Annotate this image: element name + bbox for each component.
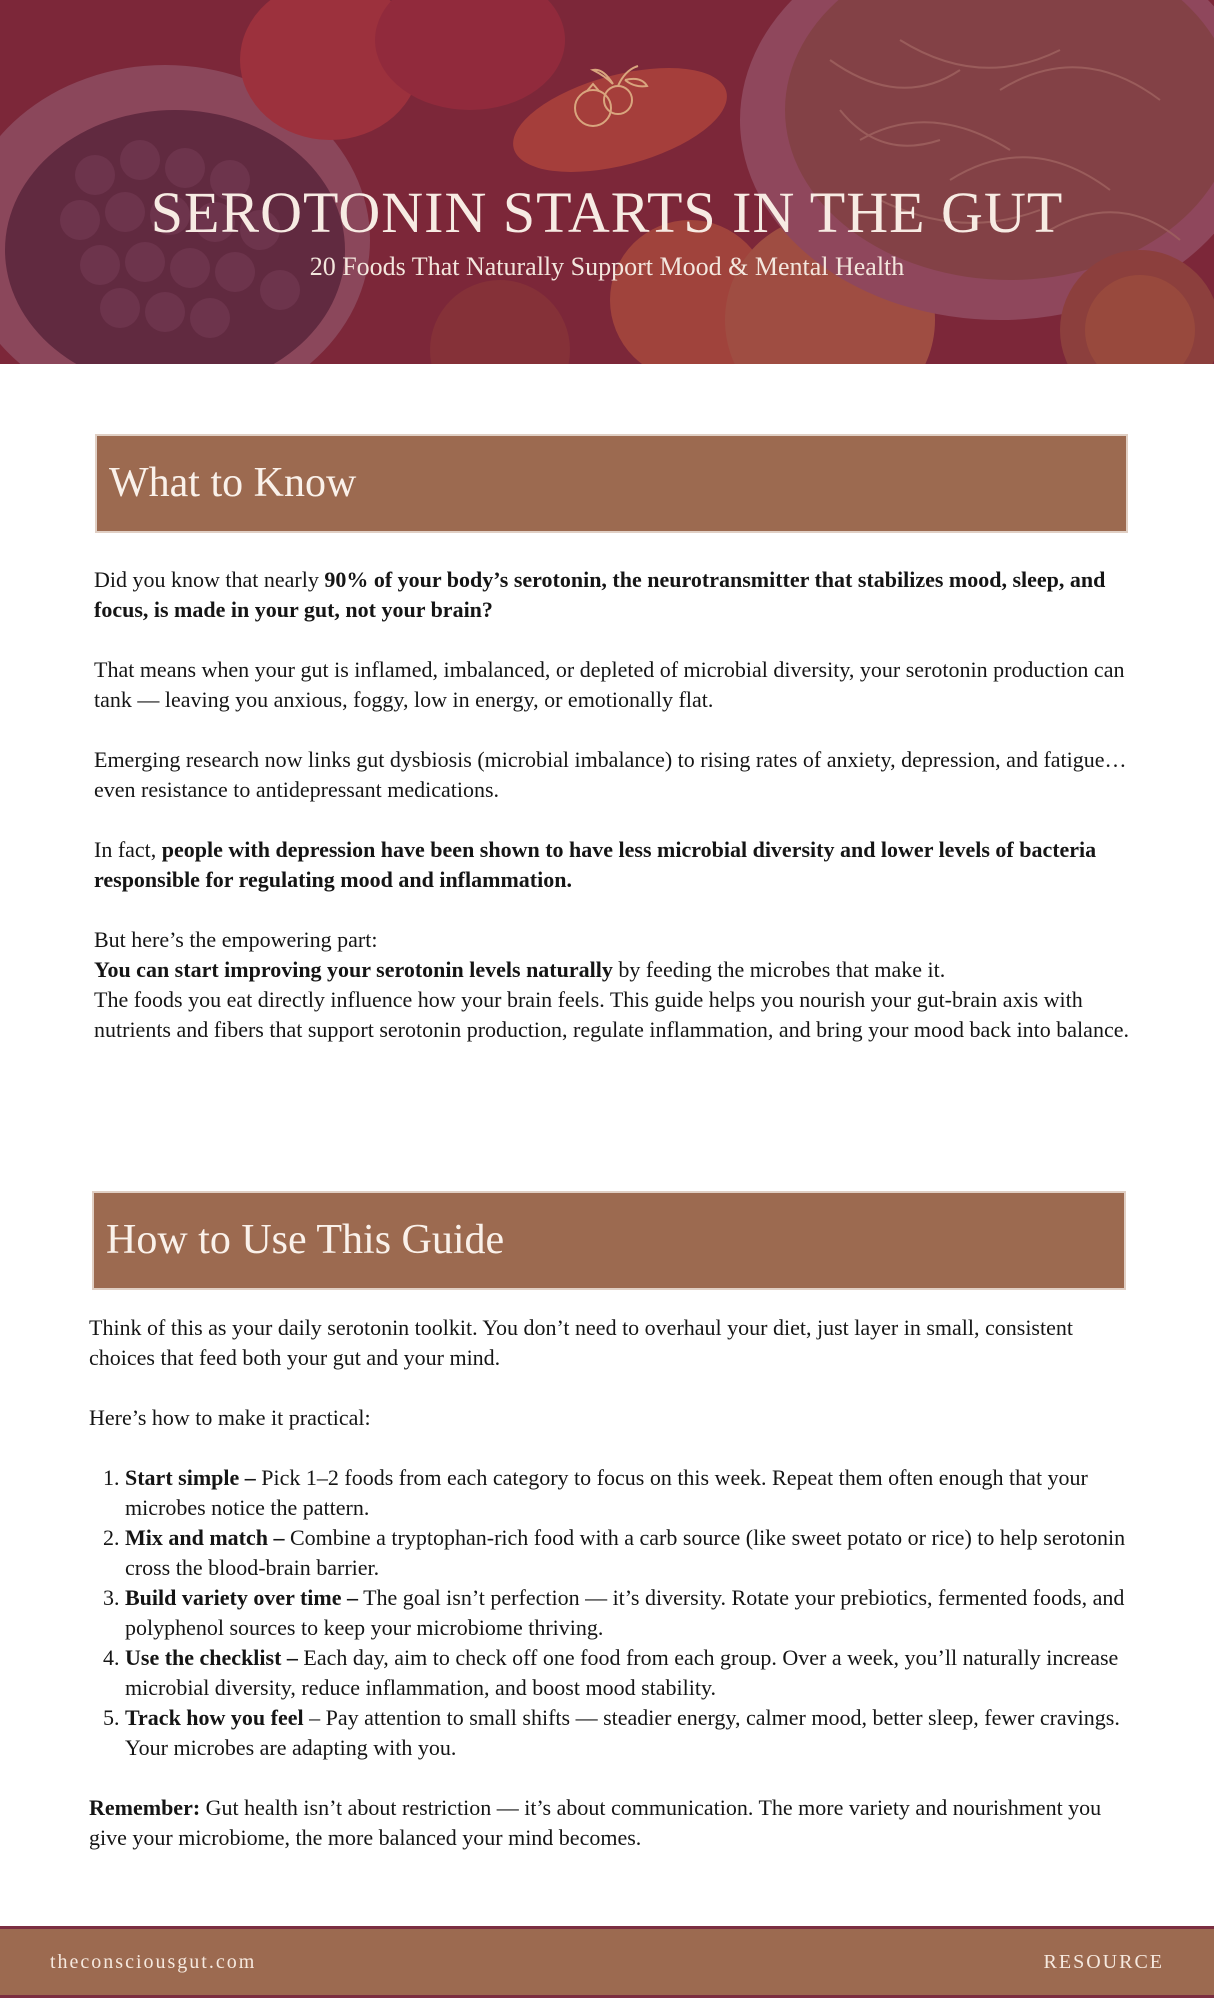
how-to-use-heading: How to Use This Guide <box>106 1217 505 1263</box>
paragraph: Did you know that nearly 90% of your body’s serotonin, the neurotransmitter that stabilizes mood, sleep, and focus, is made in your gut, not your brain? <box>94 567 1106 622</box>
paragraph: Here’s how to make it practical: <box>89 1405 371 1430</box>
how-to-use-body <box>89 1313 1139 1853</box>
list-item: 5. Track how you feel – Pay attention to small shifts — steadier energy, calmer mood, better sleep, fewer cravings. Your microbes are adapting with you. <box>125 1703 1139 1763</box>
paragraph: Emerging research now links gut dysbiosis (microbial imbalance) to rising rates of anxiety, depression, and fatigue… even resistance to antidepressant medications. <box>94 747 1127 802</box>
fruit-illustration-icon <box>563 58 653 136</box>
list-item: 3. Build variety over time – The goal isn’t perfection — it’s diversity. Rotate your prebiotics, fermented foods, and polyphenol sources to keep your microbiome thriving. <box>125 1583 1139 1643</box>
page-subtitle: 20 Foods That Naturally Support Mood & Mental Health <box>309 252 905 281</box>
what-to-know-banner <box>95 434 1128 533</box>
footer-site-link[interactable]: theconsciousgut.com <box>50 1951 257 1973</box>
paragraph: That means when your gut is inflamed, imbalanced, or depleted of microbial diversity, your serotonin production can tank — leaving you anxious, foggy, low in energy, or emotionally flat. <box>94 657 1125 712</box>
what-to-know-body <box>94 565 1134 1045</box>
paragraph: The foods you eat directly influence how your brain feels. This guide helps you nourish your gut-brain axis with nutrients and fibers that support serotonin production, regulate inflammation, and bring your mood back into balance. <box>94 987 1129 1042</box>
paragraph: But here’s the empowering part: <box>94 927 378 952</box>
how-to-use-banner <box>92 1191 1126 1290</box>
steps-list <box>89 1463 1139 1763</box>
paragraph: You can start improving your serotonin levels naturally by feeding the microbes that make it. <box>94 957 946 982</box>
list-item: 1. Start simple – Pick 1–2 foods from each category to focus on this week. Repeat them often enough that your microbes notice the pattern. <box>125 1463 1139 1523</box>
footer <box>0 1926 1214 1998</box>
footer-label: RESOURCE <box>1043 1951 1164 1973</box>
what-to-know-heading: What to Know <box>109 460 357 506</box>
page-title: SEROTONIN STARTS IN THE GUT <box>150 180 1064 245</box>
paragraph: Think of this as your daily serotonin toolkit. You don’t need to overhaul your diet, just layer in small, consistent choices that feed both your gut and your mind. <box>89 1315 1073 1370</box>
list-item: 2. Mix and match – Combine a tryptophan-rich food with a carb source (like sweet potato or rice) to help serotonin cross the blood-brain barrier. <box>125 1523 1139 1583</box>
list-item: 4. Use the checklist – Each day, aim to check off one food from each group. Over a week, you’ll naturally increase microbial diversity, reduce inflammation, and boost mood stability. <box>125 1643 1139 1703</box>
remember-note: Remember: Gut health isn’t about restriction — it’s about communication. The more variety and nourishment you give your microbiome, the more balanced your mind becomes. <box>89 1795 1102 1850</box>
hero-banner <box>0 0 1214 364</box>
paragraph: In fact, people with depression have been shown to have less microbial diversity and lower levels of bacteria responsible for regulating mood and inflammation. <box>94 837 1097 892</box>
